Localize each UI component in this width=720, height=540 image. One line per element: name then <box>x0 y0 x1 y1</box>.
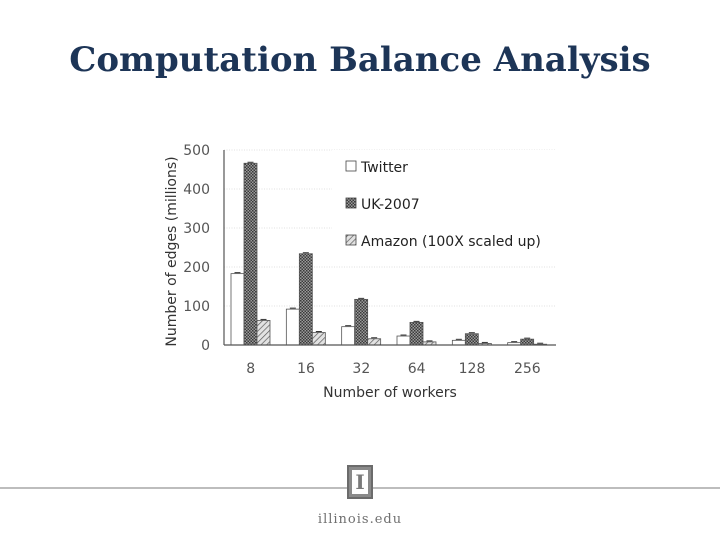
legend-label: UK-2007 <box>361 197 420 213</box>
y-axis-title: Number of edges (millions) <box>164 156 180 347</box>
x-tick-label: 8 <box>246 361 256 377</box>
x-tick-label: 256 <box>513 361 541 377</box>
slide-title: Computation Balance Analysis <box>69 40 651 80</box>
y-tick-label: 0 <box>201 338 210 354</box>
bar-0-1 <box>286 309 299 345</box>
x-axis-title: Number of workers <box>323 385 457 401</box>
bar-1-0 <box>244 163 257 345</box>
x-tick-label: 16 <box>297 361 315 377</box>
x-tick-label: 128 <box>458 361 486 377</box>
bar-1-3 <box>410 322 423 345</box>
bar-2-0 <box>257 320 270 345</box>
bar-2-1 <box>312 333 325 345</box>
y-tick-label: 100 <box>183 299 210 315</box>
bar-0-2 <box>342 327 355 345</box>
bar-1-2 <box>355 299 368 345</box>
x-tick-label: 32 <box>352 361 371 377</box>
y-tick-label: 400 <box>183 182 210 198</box>
x-tick-label: 64 <box>407 361 426 377</box>
bar-0-4 <box>452 340 465 345</box>
legend-swatch <box>346 198 356 208</box>
bar-0-3 <box>397 336 410 345</box>
university-logo: I <box>347 465 373 499</box>
bar-1-4 <box>465 334 478 345</box>
legend-swatch <box>346 161 356 171</box>
legend-label: Twitter <box>361 160 408 176</box>
bar-0-0 <box>231 274 244 345</box>
legend-label: Amazon (100X scaled up) <box>361 234 541 250</box>
bar-1-1 <box>299 254 312 345</box>
legend <box>332 150 556 258</box>
legend-swatch <box>346 235 356 245</box>
y-tick-label: 200 <box>183 260 210 276</box>
footer-url: illinois.edu <box>317 512 403 527</box>
y-tick-label: 300 <box>183 221 210 237</box>
y-tick-label: 500 <box>183 143 210 159</box>
bar-2-2 <box>368 339 381 345</box>
bar-1-5 <box>521 339 534 345</box>
